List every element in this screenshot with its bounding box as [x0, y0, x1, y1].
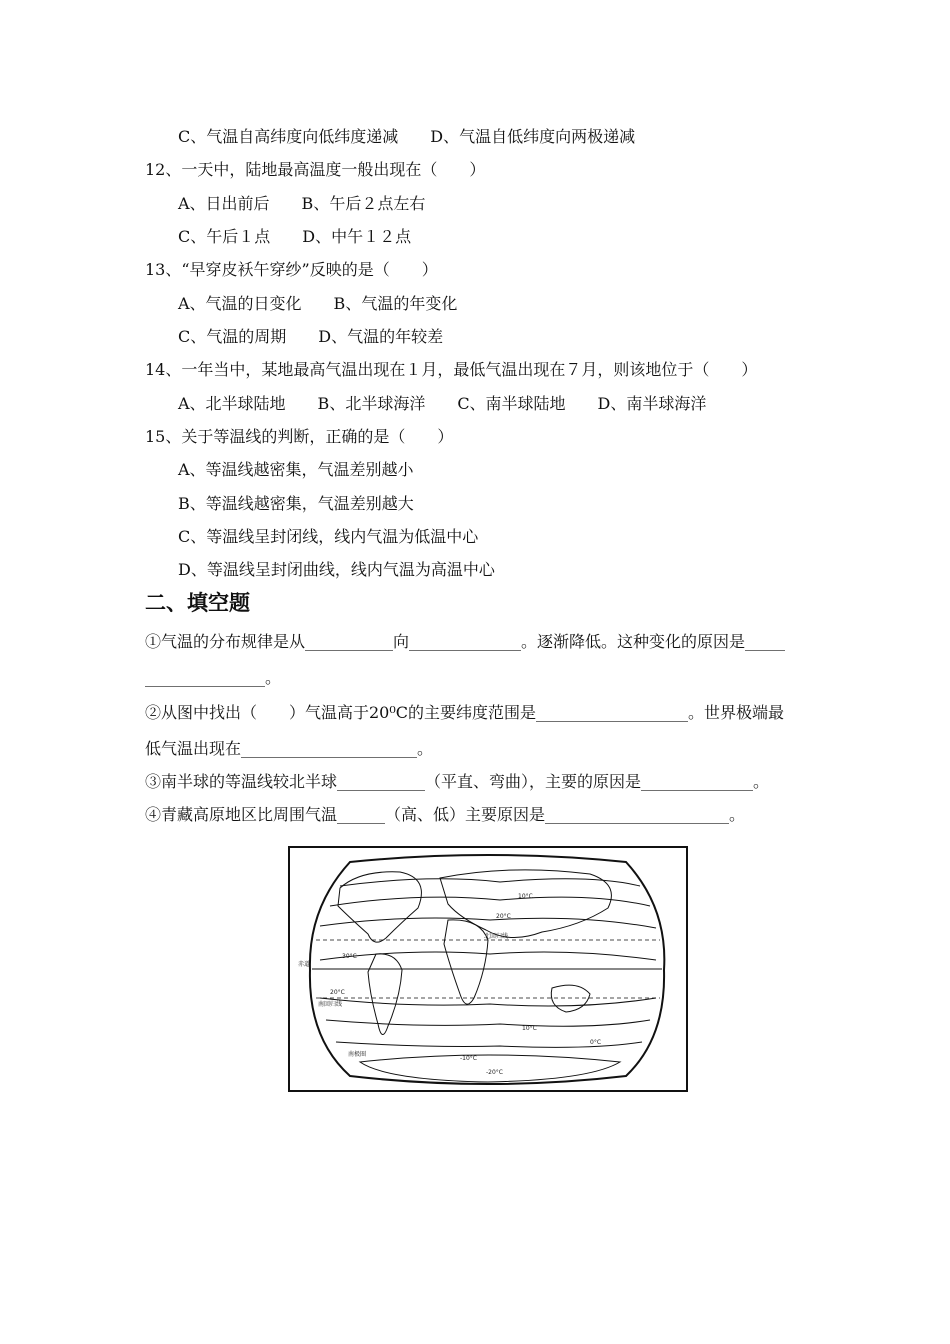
- q15-option-d: D、等温线呈封闭曲线，线内气温为高温中心: [178, 560, 495, 579]
- australia: [551, 985, 590, 1012]
- q15-option-c: C、等温线呈封闭线，线内气温为低温中心: [178, 527, 479, 546]
- tropic-south-label: 南回归线: [318, 1001, 343, 1008]
- q12-options-cd: C、午后１点 D、中午１２点: [178, 227, 412, 246]
- q13-options-ab: A、气温的日变化 B、气温的年变化: [178, 294, 458, 313]
- label-20c: 20°C: [496, 913, 511, 920]
- fill-2-line-1: ②从图中找出（ ）气温高于20⁰C的主要纬度范围是___________________。世界极端最: [145, 703, 785, 722]
- q15-stem: 15、关于等温线的判断，正确的是（ ）: [145, 427, 454, 446]
- fill-3: ③南半球的等温线较北半球___________（平直、弯曲），主要的原因是______________。: [145, 772, 770, 791]
- isotherm-20-north: [320, 918, 656, 928]
- isotherm-0-north: [340, 879, 640, 886]
- q13-stem: 13、“早穿皮袄午穿纱”反映的是（ ）: [145, 260, 438, 279]
- q15-option-a: A、等温线越密集，气温差别越小: [178, 460, 414, 479]
- isotherm-20-south: [320, 998, 656, 1006]
- label-minus20c: -20°C: [486, 1069, 503, 1076]
- label-0c: 0°C: [590, 1039, 602, 1046]
- south-america: [368, 954, 402, 1035]
- equator-label: 赤道: [298, 961, 311, 968]
- africa: [444, 920, 488, 1004]
- label-10c-south: 10°C: [522, 1025, 537, 1032]
- q15-option-b: B、等温线越密集，气温差别越大: [178, 494, 414, 513]
- q12-stem: 12、一天中，陆地最高温度一般出现在（ ）: [145, 160, 486, 179]
- isotherm-10-north: [330, 897, 650, 906]
- isotherm-map: [288, 846, 688, 1092]
- q14-stem: 14、一年当中，某地最高气温出现在１月，最低气温出现在７月，则该地位于（ ）: [145, 360, 758, 379]
- isotherm-30: [320, 952, 656, 960]
- antarctic-label: 南极圈: [348, 1051, 367, 1058]
- world-map-drawing: [290, 848, 686, 1090]
- fill-1-line-2: _______________。: [145, 668, 282, 687]
- q13-options-cd: C、气温的周期 D、气温的年较差: [178, 327, 444, 346]
- q14-options: A、北半球陆地 B、北半球海洋 C、南半球陆地 D、南半球海洋: [178, 394, 707, 413]
- q12-options-ab: A、日出前后 B、午后２点左右: [178, 194, 426, 213]
- isotherm-10-south: [326, 1020, 650, 1026]
- label-30c: 30°C: [342, 953, 357, 960]
- north-america: [338, 872, 421, 942]
- tropic-north-label: 北回归线: [484, 933, 509, 940]
- q11-options-cd: C、气温自高纬度向低纬度递减 D、气温自低纬度向两极递减: [178, 127, 636, 146]
- label-10c: 10°C: [518, 893, 533, 900]
- label-minus10c: -10°C: [460, 1055, 477, 1062]
- fill-2-line-2: 低气温出现在______________________。: [145, 739, 434, 758]
- section-heading: 二、填空题: [145, 591, 250, 615]
- label-20c-south: 20°C: [330, 989, 345, 996]
- fill-4: ④青藏高原地区比周围气温______（高、低）主要原因是_______________________。: [145, 805, 746, 824]
- fill-1-line-1: ①气温的分布规律是从___________向______________。逐渐降低。这种变化的原因是_____: [145, 632, 786, 651]
